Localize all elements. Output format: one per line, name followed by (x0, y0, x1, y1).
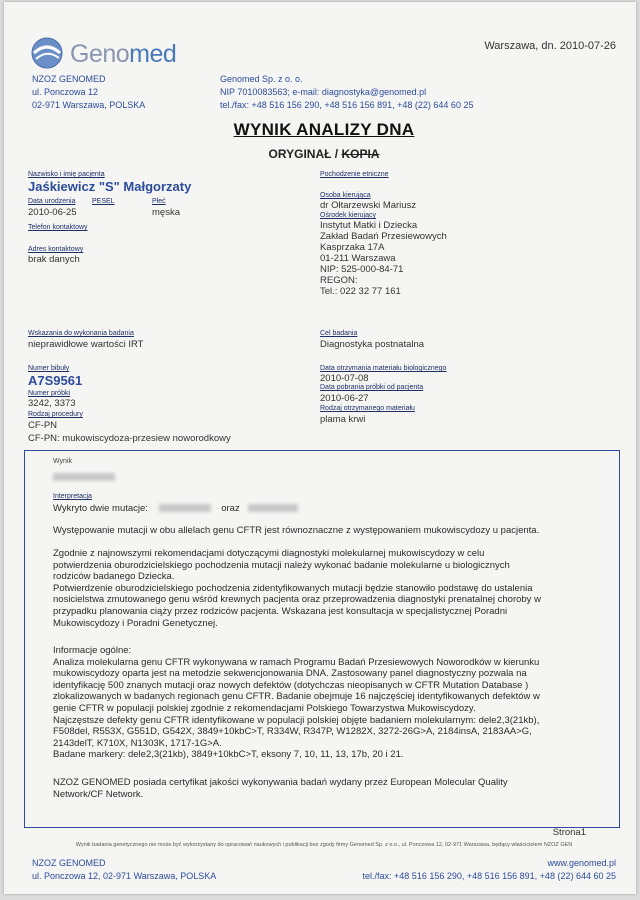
procedure-label: Rodzaj procedury (28, 411, 83, 418)
referring-doctor: dr Ołtarzewski Mariusz (320, 200, 417, 211)
referring-center-label: Ośrodek kierujący (320, 212, 377, 219)
footer-website-link[interactable]: www.genomed.pl (547, 858, 616, 868)
phone-label: Telefon kontaktowy (28, 224, 88, 231)
document-page (4, 2, 636, 894)
logo-wordmark: Genomed (70, 40, 177, 68)
document-subtitle: ORYGINAŁ / KOPIA (268, 147, 380, 161)
dob-value: 2010-06-25 (28, 207, 77, 218)
sample-number-label: Numer próbki (28, 390, 71, 397)
indications-label: Wskazania do wykonania badania (28, 330, 134, 337)
sex-value: męska (152, 207, 180, 218)
collected-date: 2010-06-27 (320, 393, 369, 404)
header-address-left: NZOZ GENOMED ul. Ponczowa 12 02-971 Warszawa, POLSKA (32, 74, 146, 110)
procedure-code: CF-PN (28, 420, 58, 431)
footer-contact-right: www.genomed.pl tel./fax: +48 516 156 290, +48 516 156 891, +48 (22) 644 60 25 (362, 858, 616, 881)
general-information: Informacje ogólne: Analiza molekularna genu CFTR wykonywana w ramach Programu Badań Przesiewowych Noworodków w kierunku mukowiscydozy oparta jest na metodzie sekwencjonowania DNA. Zastosowany panel diagnostyczny pozwala na identyfikację 500 znanych mutacji oraz nowych defektów (dotychczas nieopisanych w CFTR Mutation Database ) zlokalizowanych w badanych regionach genu CFTR. Badanie obejmuje 16 najczęściej identyfikowanych defektów w genie CFTR w populacji polskiej zgodnie z rekomendacjami Polskiego Towarzystwa Mukowiscydozy. Najczęstsze defekty genu CFTR identyfikowane w populacji polskiej objęte badaniem molekularnym: dele2,3(21kb), F508del, R553X, G551D, G542X, 3849+10kbC>T, R334W, R347P, W1282X, 3272-26G>A, 2184insA, 2183AA>G, 2143delT, K710X, N1303K, 1717-1G>A. Badane markery: dele2,3(21kb), 3849+10kbC>T, eksony 7, 10, 11, 13, 17b, 20 i 21. (53, 645, 540, 761)
certificate-note: NZOZ GENOMED posiada certyfikat jakości wykonywania badań wydany przez European Molecular Quality Network/CF Network. (53, 777, 508, 800)
document-date: Warszawa, dn. 2010-07-26 (484, 40, 616, 52)
referring-center: Instytut Matki i Dziecka Zakład Badań Przesiewowych Kasprzaka 17A 01-211 Warszawa NIP: 525-000-84-71 REGON: Tel.: 022 32 77 161 (320, 220, 447, 297)
page-number: Strona1 (552, 827, 586, 838)
mutations-line: Wykryto dwie mutacje: oraz (53, 503, 298, 515)
result-label: Wynik (53, 458, 72, 465)
blotter-number: A7S9561 (28, 373, 83, 388)
purpose-value: Diagnostyka postnatalna (320, 339, 425, 350)
document-title: WYNIK ANALIZY DNA (233, 120, 415, 139)
referring-doctor-label: Osoba kierująca (320, 192, 371, 199)
received-date: 2010-07-08 (320, 373, 369, 384)
footer-address-left: NZOZ GENOMED ul. Ponczowa 12, 02-971 Warszawa, POLSKA (32, 858, 217, 881)
procedure-description: CF-PN: mukowiscydoza-przesiew noworodkowy (28, 433, 231, 444)
logo-globe-icon (30, 36, 68, 70)
result-box (24, 450, 620, 828)
sample-number: 3242, 3373 (28, 398, 76, 409)
interpretation-paragraph-2: Zgodnie z najnowszymi rekomendacjami dotyczącymi diagnostyki molekularnej mukowiscydozy w celu potwierdzenia oburodzicielskiego pochodzenia mutacji należy wykonać badanie molekularne u biologicznych rodziców badanego Dziecka. Potwierdzenie oburodzicielskiego pochodzenia zidentyfikowanych mutacji będzie stanowiło podstawę do ustalenia nosicielstwa zmutowanego genu wśród krewnych pacjenta oraz przeprowadzenia diagnostyki prenatalnej choroby w przypadku planowania ciąży przez rodziców pacjenta. Wskazana jest konsultacja w specjalistycznej Poradni Mukowiscydozy i Poradni Genetycznej. (53, 548, 541, 629)
received-date-label: Data otrzymania materiału biologicznego (320, 365, 447, 372)
indications-value: nieprawidłowe wartości IRT (28, 339, 144, 350)
mutation-1-redacted (159, 504, 211, 512)
blotter-number-label: Numer bibuły (28, 365, 70, 372)
footer-disclaimer: Wynik badania genetycznego nie może być wykorzystany do opracowań naukowych i publikacji bez zgody firmy Genomed Sp. z o.o., ul. Ponczowa 12, 02-971 Warszawa, będący właścicielem NZOZ GEN (75, 842, 573, 848)
interpretation-paragraph-1: Występowanie mutacji w obu allelach genu CFTR jest równoznaczne z występowaniem mukowiscydozy u pacjenta. (53, 525, 540, 536)
material-value: plama krwi (320, 414, 366, 425)
patient-name-label: Nazwisko i imię pacjenta (28, 171, 105, 178)
purpose-label: Cel badania (320, 330, 358, 337)
interpretation-label: Interpretacja (53, 493, 92, 500)
patient-name: Jaśkiewicz "S" Małgorzaty (28, 179, 192, 194)
pesel-label: PESEL (92, 198, 115, 205)
ethnic-origin-label: Pochodzenie etniczne (320, 171, 389, 178)
address-value: brak danych (28, 254, 80, 265)
dob-label: Data urodzenia (28, 198, 76, 205)
address-label: Adres kontaktowy (28, 246, 84, 253)
genomed-logo (30, 36, 180, 74)
material-label: Rodzaj otrzymanego materiału (320, 405, 415, 412)
header-address-right: Genomed Sp. z o. o. NIP 7010083563; e-mail: diagnostyka@genomed.pl tel./fax: +48 516 156 290, +48 516 156 891, +48 (22) 644 60 25 (220, 74, 474, 110)
result-redacted (53, 468, 115, 486)
collected-date-label: Data pobrania próbki od pacjenta (320, 384, 424, 391)
mutation-2-redacted (248, 504, 298, 512)
sex-label: Płeć (152, 198, 166, 205)
